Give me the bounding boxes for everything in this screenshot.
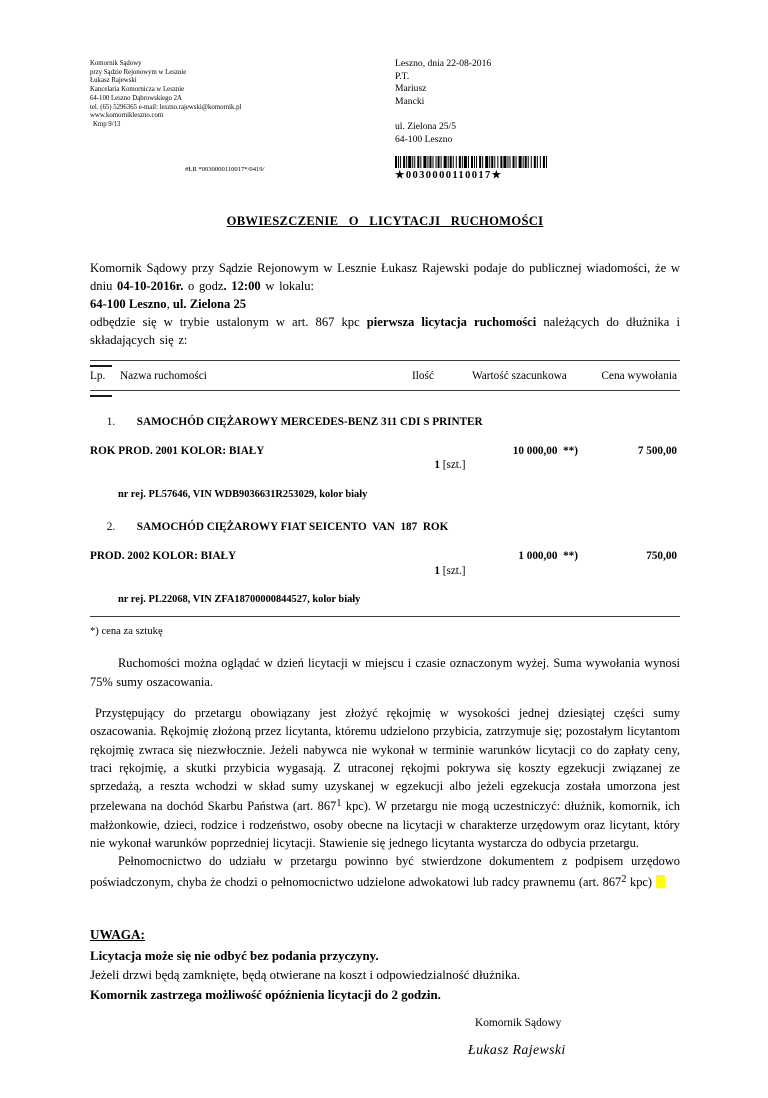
article-superscript: 1 <box>336 798 342 810</box>
item-qty-number: 1 <box>434 564 440 577</box>
item-name: SAMOCHÓD CIĘŻAROWY FIAT SEICENTO VAN 187 ROK <box>136 520 449 533</box>
sender-website: www.komornikleszno.com <box>90 112 164 120</box>
intro-paragraph <box>90 259 680 349</box>
sender-line: przy Sądzie Rejonowym w Lesznie <box>90 68 187 76</box>
item-name: SAMOCHÓD CIĘŻAROWY MERCEDES-BENZ 311 CDI S PRINTER <box>136 415 483 428</box>
item-quantity <box>410 549 472 593</box>
auction-address-line <box>90 295 680 313</box>
address-separator: , <box>166 297 173 311</box>
highlight-mark <box>656 875 665 888</box>
barcode-icon <box>395 156 549 168</box>
intro-text: Komornik Sądowy przy Sądzie Rejonowym w Lesznie Łukasz Rajewski podaje do publicznej wiadomości, że w dniu <box>90 261 680 293</box>
sender-line: Łukasz Rajewski <box>90 77 137 85</box>
recipient-block <box>395 58 491 147</box>
signature-role: Komornik Sądowy <box>475 1017 562 1030</box>
paragraph-text: Przystępujący do przetargu obowiązany jest złożyć rękojmię w wysokości jednej dziesiątej części sumy oszacowania. Rękojmię złożoną przez licytanta, któremu udzielono przybicia, zatrzymuje się; pozostałym licytantom rękojmię zwraca się niezwłocznie. Jeżeli nabywca nie wykonał w terminie warunków licytacji co do zapłaty ceny, traci rękojmię, a skutki przybicia wygasają. Z utraconej rękojmi pokrywa się koszty egzekucji związanej ze sprzedażą, a reszta wchodzi w skład sumy uzyskanej w egzekucji albo jeżeli egzekucja została umorzona jest przelewana na dochód Skarbu Państwa (art. 867 <box>90 705 680 814</box>
notice-heading: UWAGA: <box>90 927 145 943</box>
item-values-line <box>90 549 680 593</box>
recipient-street: ul. Zielona 25/5 <box>395 121 457 133</box>
reference-code: #ŁR *0030000110017*/0419/ <box>185 166 265 173</box>
first-auction-phrase: pierwsza licytacja ruchomości <box>366 315 537 329</box>
item-qty-unit: [szt.] <box>439 564 466 577</box>
notice-line-doors: Jeżeli drzwi będą zamknięte, będą otwierane na koszt i odpowiedzialność dłużnika. <box>90 968 521 983</box>
price-footnote: *) cena za sztukę <box>90 626 163 638</box>
table-rule-mark <box>90 395 112 397</box>
letterhead <box>90 58 680 200</box>
item-estimated-value: 1 000,00 **) <box>518 549 578 562</box>
table-header-price: Cena wywołania <box>601 370 677 382</box>
table-header-name-label: Nazwa ruchomości <box>120 370 207 382</box>
intro-text: o godz <box>183 279 224 293</box>
viewing-paragraph: Ruchomości można oglądać w dzień licytacji w miejscu i czasie oznaczonym wyżej. Suma wywołania wynosi 75% sumy oszacowania. <box>90 656 680 689</box>
item-number: 1. <box>106 415 116 428</box>
item-qty-number: 1 <box>434 459 440 472</box>
item-name-line2: ROK PROD. 2001 KOLOR: BIAŁY <box>90 444 265 457</box>
intro-text: odbędzie się w trybie ustalonym w art. 867 kpc <box>90 315 367 329</box>
item-estimated-value: 10 000,00 **) <box>512 444 578 457</box>
case-number: Kmp 9/13 <box>93 120 121 128</box>
article-superscript: 2 <box>621 873 627 885</box>
table-header-lp: Lp. <box>90 370 106 382</box>
auction-time: . 12:00 <box>223 279 261 293</box>
notice-line-delay: Komornik zastrzega możliwość opóźnienia licytacji do 2 godzin. <box>90 987 441 1002</box>
letter-date: Leszno, dnia 22-08-2016 <box>395 58 492 69</box>
recipient-last-name: Mancki <box>395 95 425 107</box>
table-bottom-rule <box>90 616 680 617</box>
deposit-paragraph <box>90 704 680 853</box>
sender-block <box>90 60 241 130</box>
table-row <box>90 400 680 502</box>
recipient-city: 64-100 Leszno <box>395 133 453 145</box>
item-name-line1 <box>90 400 680 444</box>
auction-street: ul. Zielona 25 <box>172 297 247 311</box>
sender-contact-line: tel. (65) 5296365 e-mail: leszno.rajewski@komornik.pl <box>90 103 242 111</box>
item-call-price: 7 500,00 <box>637 444 677 457</box>
intro-text: należących do dłużnika i składających się z: <box>90 315 680 347</box>
item-name-line2: PROD. 2002 KOLOR: BIAŁY <box>90 549 237 562</box>
auction-postcode-city: 64-100 Leszno <box>90 297 167 311</box>
barcode-text: ★0030000110017★ <box>395 170 503 181</box>
intro-line-legal <box>90 313 680 349</box>
item-quantity <box>410 444 472 488</box>
table-header-rule <box>90 390 680 391</box>
document-title: OBWIESZCZENIE O LICYTACJI RUCHOMOŚCI <box>226 214 544 228</box>
item-details: nr rej. PL22068, VIN ZFA18700000844527, kolor biały <box>118 593 361 605</box>
table-row <box>90 505 680 607</box>
table-top-rule <box>90 360 680 361</box>
auction-date: 04-10-2016r. <box>117 279 184 293</box>
table-header-qty: Ilość <box>412 370 434 382</box>
item-call-price: 750,00 <box>646 549 677 562</box>
intro-line-datetime <box>90 259 680 295</box>
table-header-name <box>90 370 410 382</box>
table-header-row <box>90 370 680 382</box>
notice-section <box>90 925 680 1005</box>
item-name-line1 <box>90 505 680 549</box>
sender-line: Kancelaria Komornicza w Lesznie <box>90 86 185 94</box>
intro-text: w lokalu: <box>260 279 315 293</box>
item-values-line <box>90 444 680 488</box>
paragraph-text: Pełnomocnictwo do udziału w przetargu powinno być stwierdzone dokumentem z podpisem urzędowo poświadczonym, chyba że chodzi o pełnomocnictwo udzielone adwokatowi lub radcy prawnemu (art. 867 <box>90 854 680 889</box>
table-rule-mark <box>90 365 112 367</box>
notice-line-cancellation: Licytacja może się nie odbyć bez podania przyczyny. <box>90 948 379 963</box>
proxy-paragraph <box>90 852 680 891</box>
item-qty-unit: [szt.] <box>439 459 466 472</box>
paragraph-text: kpc). W przetargu nie mogą uczestniczyć: dłużnik, komornik, ich małżonkowie, dzieci, rodzice i rodzeństwo, osoby obecne na licytacji w charakterze urzędowym oraz licytant, który nie wykonał warunków poprzedniej licytacji. Stawienie się jednego licytanta wystarcza do odbycia przetargu. <box>90 799 681 851</box>
paragraph-text: kpc) <box>626 874 653 889</box>
item-number: 2. <box>106 520 116 533</box>
recipient-first-name: Mariusz <box>395 83 427 95</box>
table-header-value: Wartość szacunkowa <box>472 370 567 382</box>
barcode <box>395 156 549 181</box>
sender-line: Komornik Sądowy <box>90 60 142 67</box>
recipient-salutation: P.T. <box>395 70 410 82</box>
signature-name: Łukasz Rajewski <box>468 1042 566 1058</box>
item-details: nr rej. PL57646, VIN WDB9036631R253029, kolor biały <box>118 488 368 500</box>
sender-line: 64-100 Leszno Dąbrowskiego 2A <box>90 94 182 102</box>
